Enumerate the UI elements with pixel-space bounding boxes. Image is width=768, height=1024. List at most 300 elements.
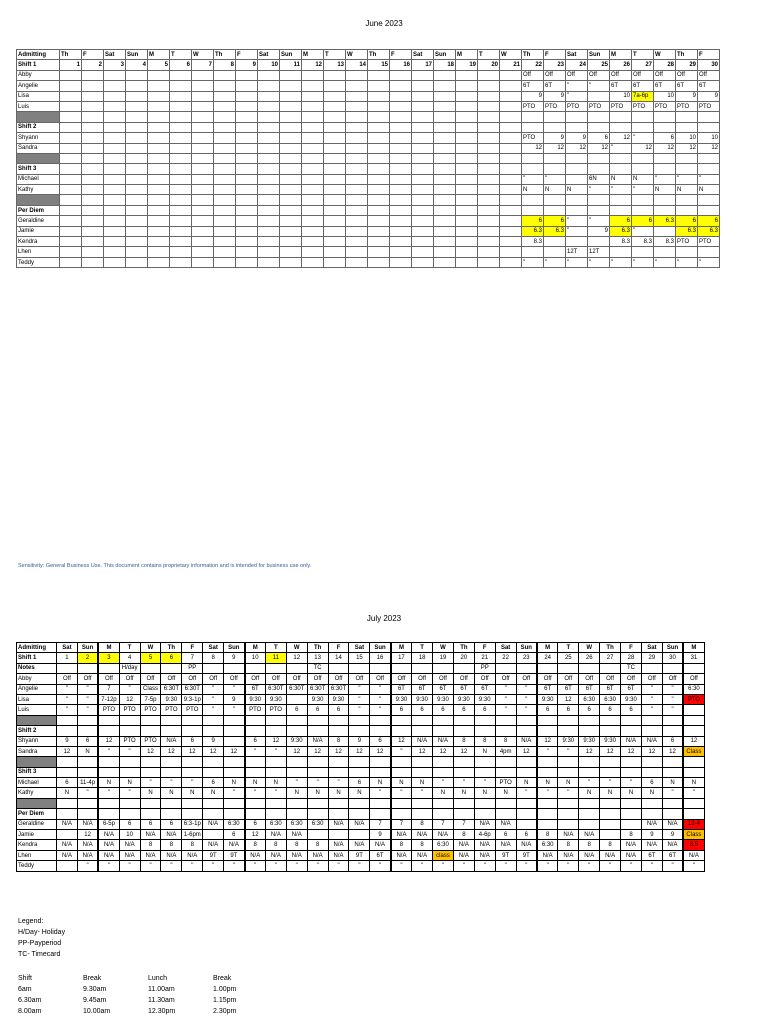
- june-cell: [126, 133, 148, 143]
- july-cell: 7: [370, 819, 391, 829]
- july-cell: 8: [391, 840, 412, 850]
- june-cell: ": [522, 174, 544, 184]
- june-date: 9: [236, 60, 258, 70]
- june-cell: 10: [654, 91, 676, 101]
- june-cell: [60, 81, 82, 91]
- july-cell: [641, 663, 662, 673]
- june-cell: [478, 112, 500, 122]
- july-cell: 6: [537, 705, 558, 715]
- july-cell: 6: [433, 705, 454, 715]
- june-cell: [390, 257, 412, 267]
- june-cell: [60, 133, 82, 143]
- july-cell: N: [98, 778, 119, 788]
- july-cell: 8: [161, 840, 182, 850]
- july-cell: 6: [140, 819, 161, 829]
- june-cell: 9: [588, 226, 610, 236]
- july-cell: [662, 757, 683, 767]
- july-cell: ": [495, 694, 516, 704]
- july-cell: [600, 663, 621, 673]
- june-cell: [104, 112, 126, 122]
- july-cell: [391, 809, 412, 819]
- june-cell: [280, 237, 302, 247]
- july-cell: [224, 726, 245, 736]
- june-cell: [302, 122, 324, 132]
- july-cell: N: [641, 788, 662, 798]
- june-cell: [236, 195, 258, 205]
- july-cell: [265, 715, 286, 725]
- june-cell: [82, 195, 104, 205]
- july-cell: 8: [579, 840, 600, 850]
- july-cell: [161, 757, 182, 767]
- june-day-header: Th: [368, 50, 390, 60]
- june-cell: [588, 205, 610, 215]
- june-row-label: Shyann: [17, 133, 60, 143]
- june-cell: [280, 226, 302, 236]
- june-cell: [676, 205, 698, 215]
- july-cell: N/A: [307, 736, 328, 746]
- june-cell: Off: [522, 70, 544, 80]
- june-cell: [258, 143, 280, 153]
- june-cell: PTO: [654, 101, 676, 111]
- june-cell: [324, 257, 346, 267]
- june-cell: 8.3: [654, 237, 676, 247]
- july-cell: 9:3-1p: [182, 694, 203, 704]
- june-cell: [324, 143, 346, 153]
- july-cell: ": [307, 861, 328, 871]
- june-day-header: F: [544, 50, 566, 60]
- july-row: [17, 798, 705, 808]
- july-cell: N/A: [57, 840, 78, 850]
- july-cell: ": [77, 694, 98, 704]
- june-cell: [236, 133, 258, 143]
- break-cell: 1.15pm: [213, 997, 237, 1004]
- june-cell: [214, 247, 236, 257]
- july-cell: [349, 663, 370, 673]
- july-cell: [474, 809, 495, 819]
- june-cell: 12: [654, 143, 676, 153]
- july-cell: [516, 819, 537, 829]
- june-cell: [368, 143, 390, 153]
- june-cell: 6.3: [654, 216, 676, 226]
- june-cell: [346, 237, 368, 247]
- july-day-header: Sat: [495, 643, 516, 653]
- july-cell: N: [662, 778, 683, 788]
- july-separator: [17, 715, 57, 725]
- june-cell: [170, 247, 192, 257]
- july-cell: PTO: [140, 705, 161, 715]
- july-cell: 9:30: [328, 694, 349, 704]
- july-cell: 12: [245, 830, 266, 840]
- june-cell: [82, 101, 104, 111]
- july-cell: ": [516, 705, 537, 715]
- july-row-label: Abby: [17, 674, 57, 684]
- july-cell: [453, 798, 474, 808]
- july-day-header: Th: [161, 643, 182, 653]
- july-cell: [391, 715, 412, 725]
- june-cell: [258, 112, 280, 122]
- june-cell: [368, 81, 390, 91]
- july-cell: [286, 809, 307, 819]
- june-cell: [676, 153, 698, 163]
- june-cell: [60, 112, 82, 122]
- july-cell: [641, 757, 662, 767]
- july-cell: N/A: [662, 840, 683, 850]
- june-cell: [126, 101, 148, 111]
- july-cell: ": [433, 778, 454, 788]
- july-cell: ": [224, 684, 245, 694]
- june-cell: [610, 153, 632, 163]
- june-cell: PTO: [676, 101, 698, 111]
- july-row: [17, 653, 705, 663]
- june-cell: [544, 122, 566, 132]
- july-cell: [307, 726, 328, 736]
- june-cell: [82, 205, 104, 215]
- june-day-header: F: [236, 50, 258, 60]
- june-cell: [82, 112, 104, 122]
- june-cell: [280, 143, 302, 153]
- june-cell: [390, 70, 412, 80]
- june-cell: [192, 133, 214, 143]
- july-cell: N/A: [453, 840, 474, 850]
- june-cell: [478, 101, 500, 111]
- july-cell: [662, 663, 683, 673]
- july-cell: 7: [391, 819, 412, 829]
- july-cell: 27: [600, 653, 621, 663]
- june-cell: ": [654, 257, 676, 267]
- june-cell: [434, 174, 456, 184]
- june-cell: [390, 174, 412, 184]
- june-cell: [126, 216, 148, 226]
- june-cell: ": [566, 81, 588, 91]
- june-cell: ": [632, 133, 654, 143]
- june-day-header: W: [346, 50, 368, 60]
- july-cell: 9:30: [307, 694, 328, 704]
- july-cell: [495, 809, 516, 819]
- july-cell: N: [224, 778, 245, 788]
- july-cell: ": [224, 861, 245, 871]
- july-cell: [77, 767, 98, 777]
- june-cell: ": [588, 216, 610, 226]
- july-cell: Off: [265, 674, 286, 684]
- july-cell: PP: [474, 663, 495, 673]
- june-cell: [632, 112, 654, 122]
- june-cell: [214, 257, 236, 267]
- june-cell: [302, 153, 324, 163]
- june-cell: [676, 195, 698, 205]
- july-cell: [161, 663, 182, 673]
- july-cell: ": [349, 694, 370, 704]
- july-cell: 6: [328, 705, 349, 715]
- june-date: 1: [60, 60, 82, 70]
- july-cell: [98, 715, 119, 725]
- june-cell: ": [588, 81, 610, 91]
- july-cell: Off: [140, 674, 161, 684]
- july-cell: 30: [662, 653, 683, 663]
- july-cell: [453, 663, 474, 673]
- june-cell: 9: [676, 91, 698, 101]
- june-cell: [434, 143, 456, 153]
- july-cell: N/A: [558, 850, 579, 860]
- july-cell: 6: [453, 705, 474, 715]
- july-cell: Off: [328, 674, 349, 684]
- june-cell: [478, 247, 500, 257]
- july-cell: [224, 809, 245, 819]
- july-cell: N/A: [621, 850, 642, 860]
- july-cell: [433, 767, 454, 777]
- july-cell: 12: [140, 746, 161, 756]
- july-row-label: Jamie: [17, 830, 57, 840]
- june-cell: [500, 164, 522, 174]
- june-cell: [192, 143, 214, 153]
- june-cell: [412, 101, 434, 111]
- june-cell: [192, 174, 214, 184]
- july-cell: Off: [224, 674, 245, 684]
- july-cell: 6T: [579, 684, 600, 694]
- july-cell: ": [412, 861, 433, 871]
- june-cell: [434, 205, 456, 215]
- july-cell: 25: [558, 653, 579, 663]
- july-cell: [579, 757, 600, 767]
- july-cell: ": [641, 861, 662, 871]
- june-cell: [368, 216, 390, 226]
- june-date: 8: [214, 60, 236, 70]
- june-cell: [126, 81, 148, 91]
- july-cell: ": [245, 746, 266, 756]
- july-cell: N/A: [495, 840, 516, 850]
- july-cell: [182, 798, 203, 808]
- june-cell: [126, 237, 148, 247]
- june-cell: [434, 70, 456, 80]
- june-cell: [236, 81, 258, 91]
- july-cell: 9:30: [286, 736, 307, 746]
- june-cell: [82, 174, 104, 184]
- june-cell: [368, 226, 390, 236]
- july-cell: 17: [391, 653, 412, 663]
- july-cell: [391, 798, 412, 808]
- june-cell: [82, 133, 104, 143]
- june-cell: 12: [544, 143, 566, 153]
- june-cell: [412, 122, 434, 132]
- break-header-row: [16, 973, 276, 984]
- june-cell: [104, 174, 126, 184]
- june-cell: [346, 91, 368, 101]
- june-day-header: Sat: [258, 50, 280, 60]
- june-cell: [60, 91, 82, 101]
- july-cell: ": [474, 861, 495, 871]
- july-cell: [307, 798, 328, 808]
- june-day-header: W: [654, 50, 676, 60]
- june-date: 25: [588, 60, 610, 70]
- july-cell: [579, 715, 600, 725]
- june-cell: ": [566, 226, 588, 236]
- june-cell: [148, 185, 170, 195]
- july-day-header: Sun: [662, 643, 683, 653]
- july-cell: [119, 798, 140, 808]
- july-cell: ": [245, 788, 266, 798]
- june-cell: [126, 195, 148, 205]
- july-cell: 9T: [224, 850, 245, 860]
- july-cell: [328, 798, 349, 808]
- june-cell: [170, 237, 192, 247]
- june-row-label: Jamie: [17, 226, 60, 236]
- june-date: 19: [456, 60, 478, 70]
- july-cell: [98, 663, 119, 673]
- june-cell: [324, 112, 346, 122]
- july-cell: [537, 819, 558, 829]
- june-day-header: Sun: [434, 50, 456, 60]
- july-cell: 9: [662, 830, 683, 840]
- july-cell: ": [98, 861, 119, 871]
- june-date: 5: [148, 60, 170, 70]
- july-cell: [140, 663, 161, 673]
- june-cell: [500, 122, 522, 132]
- july-cell: [683, 757, 704, 767]
- july-cell: 8: [600, 840, 621, 850]
- june-cell: [170, 153, 192, 163]
- june-schedule-table: [16, 49, 720, 268]
- june-cell: [104, 101, 126, 111]
- june-date: 24: [566, 60, 588, 70]
- june-cell: [456, 133, 478, 143]
- july-cell: 7: [98, 684, 119, 694]
- july-cell: [516, 715, 537, 725]
- legend: [18, 916, 65, 960]
- july-cell: ": [203, 861, 224, 871]
- july-cell: N/A: [412, 850, 433, 860]
- june-cell: [148, 226, 170, 236]
- june-cell: [236, 205, 258, 215]
- june-cell: [456, 205, 478, 215]
- june-cell: [676, 164, 698, 174]
- july-cell: N/A: [98, 830, 119, 840]
- july-cell: [370, 663, 391, 673]
- june-cell: [302, 133, 324, 143]
- july-cell: ": [662, 705, 683, 715]
- july-cell: [265, 798, 286, 808]
- july-cell: [203, 715, 224, 725]
- july-cell: ": [57, 694, 78, 704]
- july-cell: 12: [98, 736, 119, 746]
- july-cell: 9T: [495, 850, 516, 860]
- june-row-label: Angelie: [17, 81, 60, 91]
- june-cell: [148, 195, 170, 205]
- june-cell: [654, 122, 676, 132]
- july-cell: [495, 663, 516, 673]
- june-cell: [192, 195, 214, 205]
- june-cell: [478, 81, 500, 91]
- june-cell: Off: [632, 70, 654, 80]
- june-row: [17, 81, 720, 91]
- july-cell: PTO: [182, 705, 203, 715]
- july-row: [17, 663, 705, 673]
- june-cell: [148, 216, 170, 226]
- break-cell: 9.30am: [83, 986, 107, 993]
- july-cell: [119, 767, 140, 777]
- june-cell: [610, 195, 632, 205]
- june-cell: [214, 226, 236, 236]
- june-cell: [456, 70, 478, 80]
- june-cell: [368, 101, 390, 111]
- june-cell: [610, 112, 632, 122]
- july-cell: [286, 694, 307, 704]
- july-cell: [224, 663, 245, 673]
- june-header-row: [17, 50, 720, 60]
- june-cell: [148, 101, 170, 111]
- july-cell: ": [516, 684, 537, 694]
- june-cell: 6: [588, 133, 610, 143]
- july-cell: N/A: [140, 830, 161, 840]
- june-cell: [566, 237, 588, 247]
- july-cell: 12: [286, 653, 307, 663]
- july-cell: 12: [203, 746, 224, 756]
- june-cell: [280, 153, 302, 163]
- june-cell: 6T: [632, 81, 654, 91]
- july-cell: 26: [579, 653, 600, 663]
- july-cell: 6: [349, 778, 370, 788]
- june-cell: [82, 164, 104, 174]
- july-cell: [412, 809, 433, 819]
- july-cell: ": [370, 684, 391, 694]
- june-cell: [82, 247, 104, 257]
- july-cell: TC: [621, 663, 642, 673]
- june-cell: [214, 195, 236, 205]
- june-cell: [104, 133, 126, 143]
- june-cell: [522, 205, 544, 215]
- june-cell: [346, 133, 368, 143]
- july-cell: N/A: [119, 840, 140, 850]
- june-cell: [258, 195, 280, 205]
- june-cell: [544, 112, 566, 122]
- july-day-header: F: [328, 643, 349, 653]
- june-cell: [346, 143, 368, 153]
- june-cell: [478, 237, 500, 247]
- july-cell: ": [391, 788, 412, 798]
- legend-item: PP-Payperiod: [18, 940, 62, 947]
- july-cell: 4: [119, 653, 140, 663]
- june-cell: [500, 153, 522, 163]
- june-cell: PTO: [522, 101, 544, 111]
- july-cell: Off: [182, 674, 203, 684]
- july-cell: 28: [621, 653, 642, 663]
- june-cell: [500, 247, 522, 257]
- june-cell: [104, 70, 126, 80]
- july-cell: ": [370, 788, 391, 798]
- june-cell: [126, 247, 148, 257]
- june-cell: [214, 143, 236, 153]
- june-cell: [522, 112, 544, 122]
- july-day-header: T: [119, 643, 140, 653]
- june-date: 2: [82, 60, 104, 70]
- july-cell: Off: [286, 674, 307, 684]
- june-cell: [214, 174, 236, 184]
- july-cell: 12: [224, 746, 245, 756]
- july-cell: [412, 767, 433, 777]
- june-day-header: F: [82, 50, 104, 60]
- june-cell: [698, 164, 720, 174]
- july-row-label: Teddy: [17, 861, 57, 871]
- july-cell: [600, 798, 621, 808]
- june-cell: [258, 185, 280, 195]
- july-cell: 6: [245, 736, 266, 746]
- july-cell: 8: [453, 736, 474, 746]
- june-cell: [522, 164, 544, 174]
- june-cell: 6.3: [522, 226, 544, 236]
- june-cell: [390, 195, 412, 205]
- june-cell: [478, 143, 500, 153]
- july-cell: ": [474, 778, 495, 788]
- june-cell: [412, 112, 434, 122]
- june-row: [17, 237, 720, 247]
